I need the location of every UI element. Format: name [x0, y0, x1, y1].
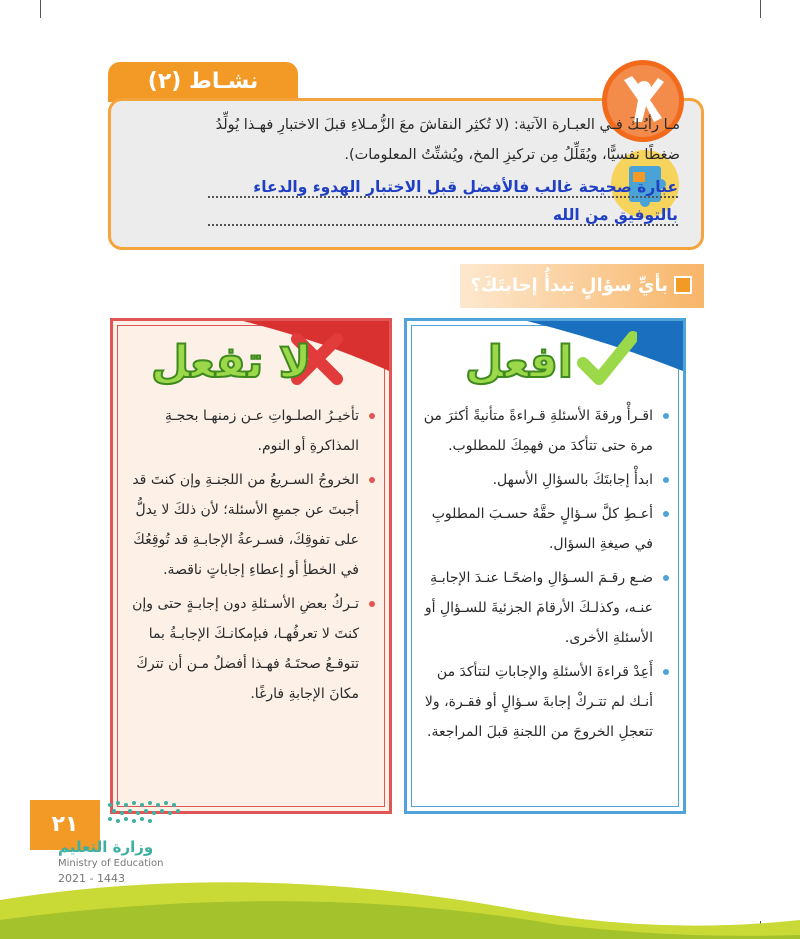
do-column: [404, 318, 686, 814]
list-item: [419, 563, 671, 653]
list-item: [419, 499, 671, 559]
crop-mark: [40, 0, 41, 18]
bullet-dot: [663, 669, 669, 675]
dont-heading: لا تفعل: [151, 337, 312, 388]
checkmark-icon: [577, 329, 637, 389]
activity-question: مـا رأيُـكَ فـي العبـارة الآتية: (لا تُكثِر النقاشَ معَ الزُّمـلاءِ قبلَ الاختبارِ فهـذا يُولِّدُ ضغطًا نفسيًّا، ويُقَلِّلُ مِن تركيزِ المخ، ويُشتِّتُ المعلومات).: [215, 117, 680, 163]
list-item-text: ابدأْ إجابتَكَ بالسؤالِ الأسهل.: [492, 472, 653, 488]
bullet-dot: [369, 601, 375, 607]
bullet-dot: [663, 413, 669, 419]
dont-column: [110, 318, 392, 814]
answer-line-2: بالتوفيق من الله: [208, 206, 678, 226]
bullet-dot: [663, 477, 669, 483]
list-item-text: اقـرأْ ورقةَ الأسئلةِ قـراءةً متأنيةً أكثرَ من مرة حتى تتأكدَ من فهمِكَ للمطلوب.: [423, 408, 653, 454]
list-item-text: أعـطِ كلَّ سـؤالٍ حقَّهُ حسـبَ المطلوبِ في صيغةِ السؤال.: [431, 506, 653, 552]
list-item: [125, 401, 377, 461]
activity-title: نشـاط (٢): [108, 62, 298, 102]
list-item-text: تـركُ بعضِ الأسـئلةِ دون إجابـةٍ حتى وإن كنتَ لا تعرفُهـا، فبإمكانـكَ الإجابـةُ بما تتوقـعُ صحتَـهُ فهـذا أفضلُ مـن أن تتركَ مكانَ الإجابةِ فارغًا.: [132, 596, 359, 702]
section-title: بأيِّ سؤالٍ تبدأُ إجابتَكَ؟: [470, 275, 668, 296]
list-item-text: الخروجُ السـريعُ من اللجنـةِ وإن كنتَ قد أجبتَ عن جميعِ الأسئلة؛ لأن ذلكَ لا يدلُّ على تفوقِكَ، فسـرعةُ الإجابـةِ قد تُوقِعُكَ في الخطأِ أو إعطاءِ إجاباتٍ ناقصة.: [132, 472, 359, 578]
bullet-dot: [663, 511, 669, 517]
list-item: [125, 465, 377, 585]
answer-line-1: عبارة صحيحة غالب فالأفضل قبل الاختبار الهدوء والدعاء: [208, 178, 678, 198]
list-item-text: ضـع رقـمَ السـؤالِ واضحًـا عنـدَ الإجابـةِ عنـه، وكذلـكَ الأرقامَ الجزئيةَ للسـؤالِ أو الأسئلةِ الأخرى.: [424, 570, 653, 646]
list-item: [419, 401, 671, 461]
page-number: ٢١: [30, 800, 100, 850]
list-item-text: تأخيـرُ الصلـواتِ عـن زمنهـا بحجـةِ المذاكرةِ أو النوم.: [165, 408, 359, 454]
bullet-dot: [663, 575, 669, 581]
list-item: [419, 657, 671, 747]
bullet-dot: [369, 413, 375, 419]
section-bullet: [674, 276, 692, 294]
list-item-text: أَعِدْ قراءةَ الأسئلةِ والإجاباتِ لتتأكدَ من أنـك لم تتـركْ إجابةَ سـؤالٍ أو فقـرة، ولا تتعجلِ الخروجَ من اللجنةِ قبلَ المراجعة.: [424, 664, 653, 740]
year-label: 2021 - 1443: [58, 872, 125, 885]
do-heading: افعل: [465, 337, 574, 388]
list-item: [419, 465, 671, 495]
list-item: [125, 589, 377, 709]
crop-mark: [760, 0, 761, 18]
do-list: [419, 401, 671, 751]
bullet-dot: [369, 477, 375, 483]
section-header: [460, 264, 704, 308]
ministry-name-arabic: وزارة التعليم: [58, 838, 154, 856]
ministry-name-english: Ministry of Education: [58, 858, 164, 869]
dont-list: [125, 401, 377, 713]
